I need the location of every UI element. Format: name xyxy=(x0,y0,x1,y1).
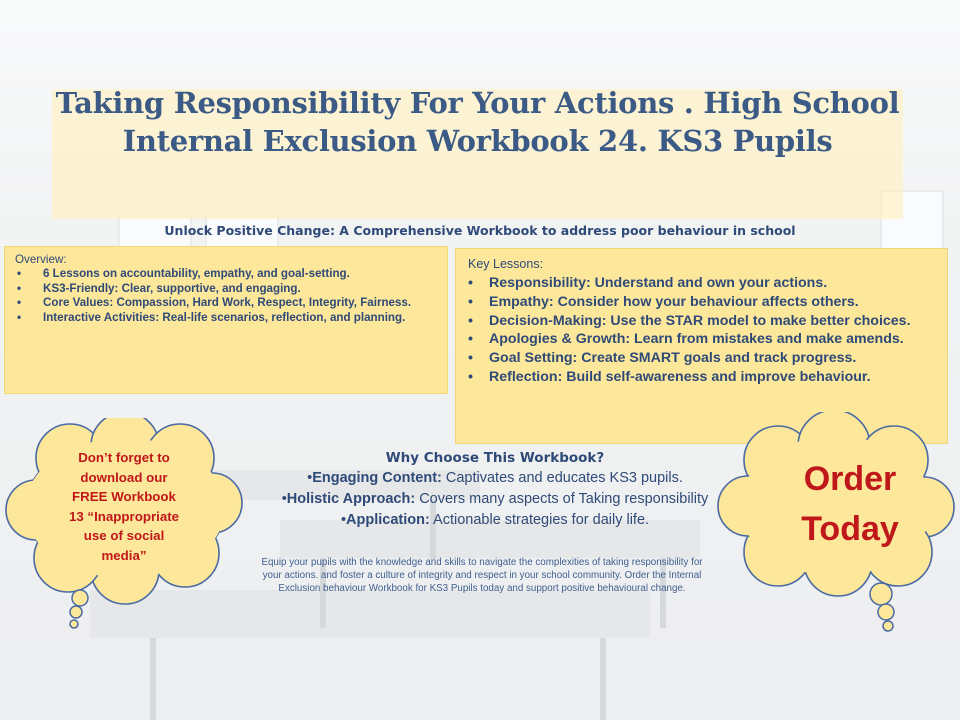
list-item: • 6 Lessons on accountability, empathy, and goal-setting. xyxy=(15,267,437,282)
overview-list xyxy=(15,267,437,325)
why-point: •Application: Actionable strategies for daily life. xyxy=(340,512,650,528)
list-item: • Responsibility: Understand and own your actions. xyxy=(468,275,935,293)
why-point-text: Covers many aspects of Taking responsibility xyxy=(415,491,709,507)
list-item: • Goal Setting: Create SMART goals and track progress. xyxy=(468,350,935,368)
why-choose-section xyxy=(245,450,745,531)
callout-line: 13 “Inappropriate xyxy=(68,508,180,524)
why-point-label: Engaging Content: xyxy=(312,470,442,486)
overview-heading: Overview: xyxy=(15,253,67,266)
callout-line: Don’t forget to xyxy=(78,450,170,465)
why-point-label: Application: xyxy=(346,512,430,528)
list-item: • KS3-Friendly: Clear, supportive, and engaging. xyxy=(15,282,437,297)
order-today-callout[interactable] xyxy=(760,454,940,554)
subtitle: Unlock Positive Change: A Comprehensive Workbook to address poor behaviour in school xyxy=(164,223,796,238)
callout-line: Order xyxy=(803,460,897,498)
callout-line: media” xyxy=(101,547,147,563)
key-lessons-heading: Key Lessons: xyxy=(468,257,544,271)
callout-line: use of social xyxy=(83,528,165,544)
why-point-text: Actionable strategies for daily life. xyxy=(429,512,650,528)
why-heading: Why Choose This Workbook? xyxy=(385,450,605,466)
why-point-label: Holistic Approach: xyxy=(286,491,416,507)
list-item: • Reflection: Build self-awareness and improve behaviour. xyxy=(468,369,935,387)
free-workbook-callout[interactable] xyxy=(44,448,204,566)
list-item: • Apologies & Growth: Learn from mistakes and make amends. xyxy=(468,331,935,349)
key-lessons-list xyxy=(468,275,935,387)
why-point-text: Captivates and educates KS3 pupils. xyxy=(441,470,683,486)
why-point: •Engaging Content: Captivates and educates KS3 pupils. xyxy=(307,470,683,486)
callout-line: Today xyxy=(801,510,899,548)
list-item: • Interactive Activities: Real-life scenarios, reflection, and planning. xyxy=(15,311,437,326)
why-point: •Holistic Approach: Covers many aspects of Taking responsibility xyxy=(281,491,709,507)
overview-panel xyxy=(4,246,448,394)
description-paragraph: Equip your pupils with the knowledge and skills to navigate the complexities of taking responsibility for your actions. and foster a culture of integrity and respect in your school community. Order the Internal Exclusion behaviour Workbook for KS3 Pupils today and support positive behavioural change. xyxy=(261,557,703,594)
callout-line: download our xyxy=(80,469,168,485)
list-item: • Decision-Making: Use the STAR model to make better choices. xyxy=(468,313,935,331)
list-item: • Core Values: Compassion, Hard Work, Respect, Integrity, Fairness. xyxy=(15,296,437,311)
callout-line: FREE Workbook xyxy=(72,489,176,505)
list-item: • Empathy: Consider how your behaviour affects others. xyxy=(468,294,935,312)
page-title: Taking Responsibility For Your Actions . High School Internal Exclusion Workbook 24. KS3 Pupils xyxy=(55,86,900,158)
